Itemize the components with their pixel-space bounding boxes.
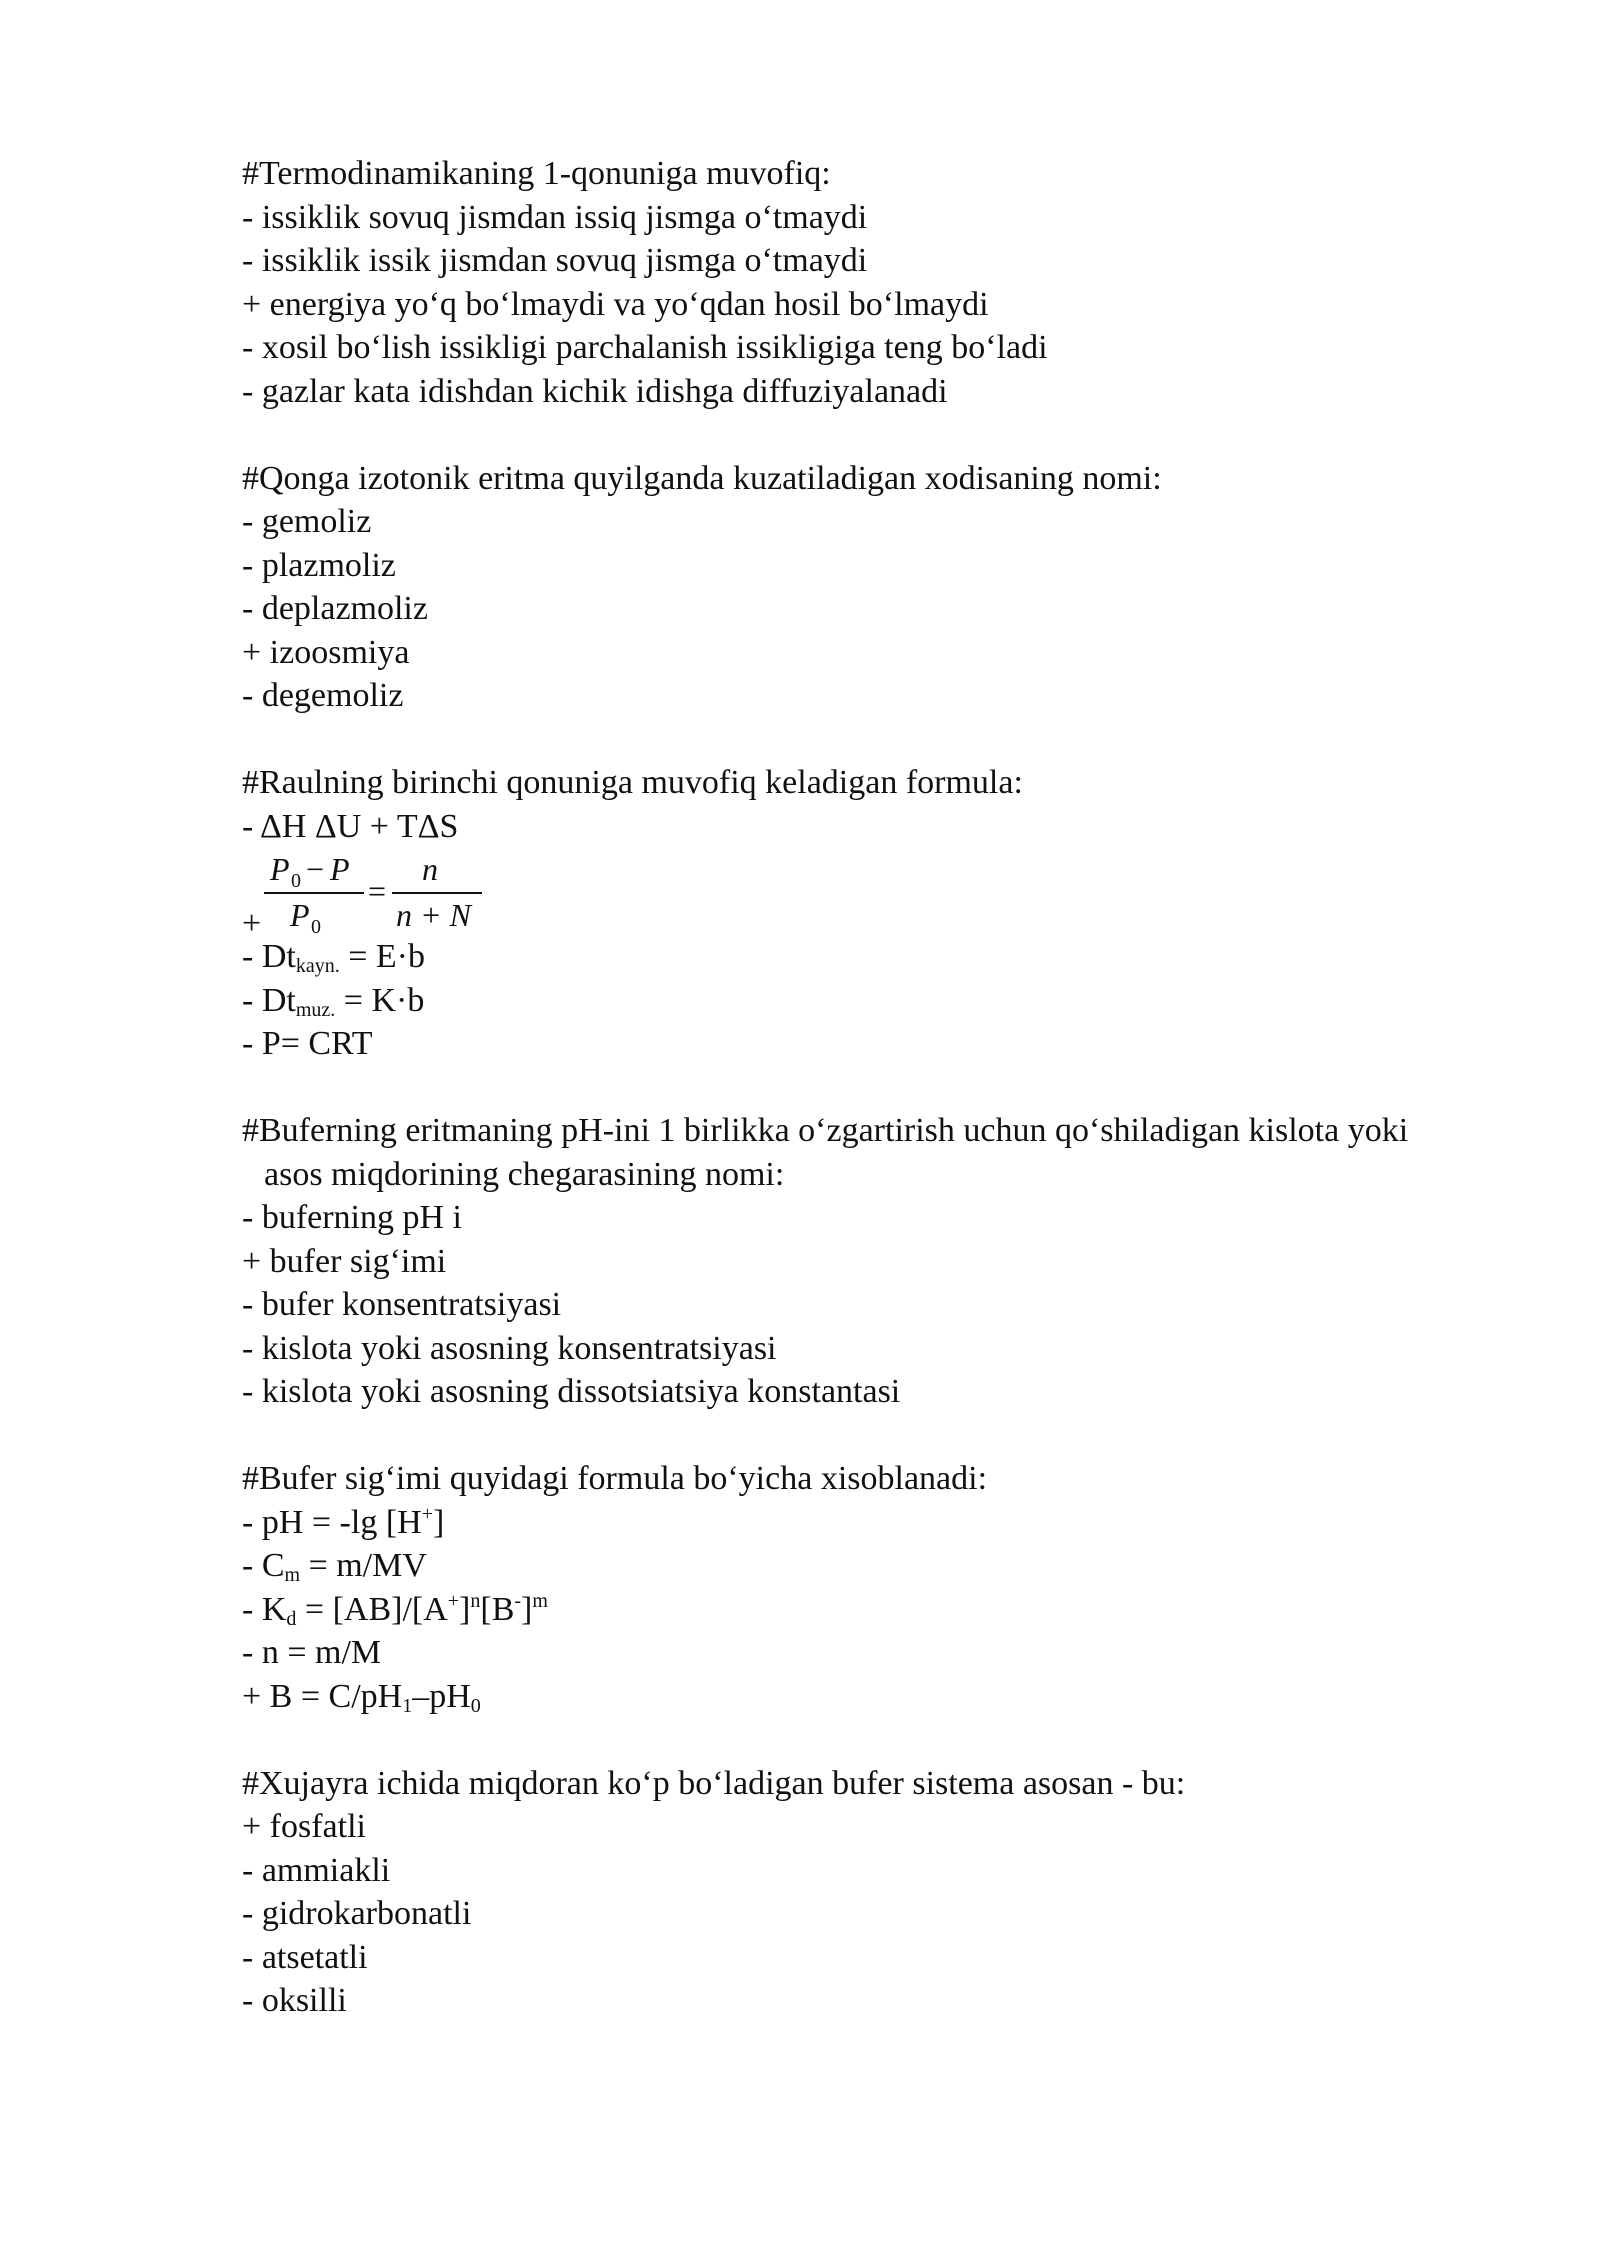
formula-symbol: P [270,851,290,887]
answer-option: - plazmoliz [242,546,396,584]
text-run: - pH = -lg [H [242,1503,422,1541]
test-questions [242,152,1562,2066]
text-run: - C [242,1547,285,1584]
answer-option-correct: + izoosmiya [242,633,410,671]
question-4 [242,1109,1562,1414]
formula-operator: − [306,851,325,887]
superscript: + [421,1502,433,1525]
answer-option: - kislota yoki asosning konsentratsiyasi [242,1329,777,1367]
text-run: ] [459,1590,471,1628]
text-run: ] [432,1503,445,1541]
answer-option: - kislota yoki asosning dissotsiatsiya konstantasi [242,1373,901,1410]
formula-symbol: P [290,897,310,933]
answer-option: - issiklik sovuq jismdan issiq jismga o‘tmaydi [242,198,868,236]
answer-option: - issiklik issik jismdan sovuq jismga o‘tmaydi [242,242,868,279]
answer-option [242,979,1562,1023]
answer-option: - ammiakli [242,1851,391,1889]
answer-option: - atsetatli [242,1938,368,1976]
answer-option: - buferning pH i [242,1199,463,1236]
text-run: = m/MV [300,1547,427,1584]
question-1 [242,152,1562,413]
answer-option: - gidrokarbonatli [242,1895,472,1932]
question-stem: #Bufer sig‘imi quyidagi formula bo‘yicha xisoblanadi: [242,1460,988,1497]
text-run: –pH [412,1677,471,1715]
subscript: m [284,1564,301,1586]
formula-subscript: 0 [291,870,301,892]
text-run: [B [480,1590,515,1628]
text-run: - Dt [242,938,296,975]
text-run: = [AB]/[A [296,1590,448,1628]
formula-subscript: 0 [311,916,321,936]
question-stem: #Buferning eritmaning pH-ini 1 birlikka o‘zgartirish uchun qo‘shiladigan kislota yoki [242,1112,1409,1149]
superscript: m [532,1589,548,1612]
superscript: + [447,1589,460,1612]
answer-option [242,935,1562,979]
text-run: + B = C/pH [242,1677,403,1715]
subscript: 1 [402,1694,413,1717]
answer-option [242,1501,1562,1545]
superscript: n [470,1589,481,1612]
answer-option-correct: + bufer sig‘imi [242,1242,447,1280]
answer-option: - deplazmoliz [242,590,428,627]
answer-option: - xosil bo‘lish issikligi parchalanish issikligiga teng bo‘ladi [242,329,1048,366]
answer-option-correct: + fosfatli [242,1808,366,1845]
text-run: = E·b [339,938,425,975]
superscript: - [514,1589,522,1612]
answer-option: - n = m/M [242,1634,382,1671]
formula-symbol: n + N [396,897,471,933]
option-mark: + [242,905,262,942]
answer-option [242,1544,1562,1588]
raoult-law-formula [262,850,502,936]
question-5 [242,1457,1562,1718]
question-6 [242,1762,1562,2023]
answer-option [242,1588,1562,1632]
answer-option: - ΔH ΔU + TΔS [242,807,459,845]
formula-symbol: n [422,851,438,887]
formula-equals: = [368,873,387,909]
answer-option: - oksilli [242,1982,347,2019]
question-stem-continuation: asos miqdorining chegarasining nomi: [264,1155,785,1193]
answer-option: - gemoliz [242,503,372,540]
subscript: kayn. [295,955,340,977]
text-run: - Dt [242,981,296,1019]
subscript: 0 [470,1694,481,1717]
answer-option: - gazlar kata idishdan kichik idishga diffuziyalanadi [242,372,948,410]
answer-option: - bufer konsentratsiyasi [242,1286,562,1323]
question-3 [242,761,1562,1066]
question-stem: #Raulning birinchi qonuniga muvofiq keladigan formula: [242,764,1023,801]
question-stem: #Termodinamikaning 1-qonuniga muvofiq: [242,155,831,192]
question-stem: #Xujayra ichida miqdoran ko‘p bo‘ladigan bufer sistema asosan - bu: [242,1764,1186,1802]
subscript: d [286,1607,297,1630]
answer-option-correct [242,848,1562,942]
text-run: = K·b [335,981,425,1019]
text-run: - K [242,1590,287,1628]
answer-option: - degemoliz [242,677,404,714]
subscript: muz. [295,998,336,1021]
answer-option-correct: + energiya yo‘q bo‘lmaydi va yo‘qdan hosil bo‘lmaydi [242,285,989,323]
text-run: ] [521,1590,533,1628]
answer-option-correct [242,1675,1562,1719]
formula-symbol: P [330,851,350,887]
question-2 [242,457,1562,718]
answer-option: - P= CRT [242,1025,373,1062]
question-stem: #Qonga izotonik eritma quyilganda kuzatiladigan xodisaning nomi: [242,459,1162,497]
